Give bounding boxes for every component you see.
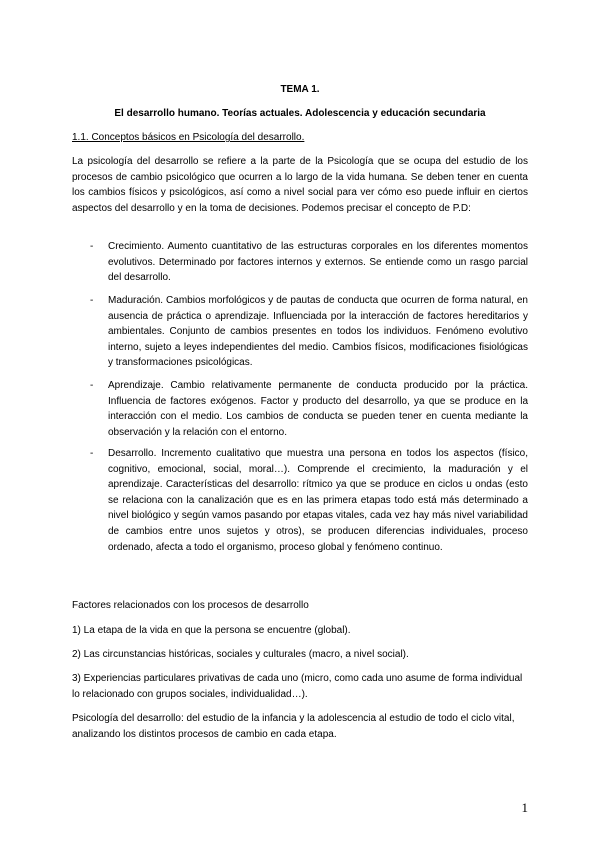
closing-paragraph: Psicología del desarrollo: del estudio de la infancia y la adolescencia al estudio de todo el ciclo vital, analizando los distintos procesos de cambio en cada etapa. xyxy=(72,713,515,740)
list-item-desarrollo xyxy=(90,446,528,555)
document-subtitle: El desarrollo humano. Teorías actuales. Adolescencia y educación secundaria xyxy=(114,108,486,119)
list-item-text: Crecimiento. Aumento cuantitativo de las estructuras corporales en los diferentes momentos evolutivos. Determinado por factores internos y externos. Se entiende como un rasgo parcial del desarrollo. xyxy=(108,241,528,284)
list-item-aprendizaje xyxy=(90,378,528,440)
intro-paragraph: La psicología del desarrollo se refiere a la parte de la Psicología que se ocupa del estudio de los procesos de cambio psicológico que ocurren a lo largo de la vida humana. Se deben tener en cuenta los cambios físicos y psicológicos, así como a nivel social para ver cómo eso puede influir en ciertos aspectos del desarrollo y en la toma de decisiones. Podemos precisar el concepto de P.D: xyxy=(72,156,528,214)
list-item-text: Aprendizaje. Cambio relativamente permanente de conducta producido por la práctica. Influencia de factores exógenos. Factor y producto del desarrollo, ya que se produce en la interacción con el medio. Los cambios de conducta se pueden tener en cuenta mediante la observación y la relación con el entorno. xyxy=(108,380,528,438)
document-title: TEMA 1. xyxy=(280,84,320,95)
factors-title: Factores relacionados con los procesos de desarrollo xyxy=(72,600,309,611)
list-item-text: Desarrollo. Incremento cualitativo que muestra una persona en todos los aspectos (físico, cognitivo, emocional, social, moral…). Comprende el crecimiento, la maduración y el aprendizaje. Características del desarrollo: rítmico ya que se produce en ciclos u ondas (esto se relaciona con la canalización que es en las primera etapas todo está más determinado a nivel biológico y según vamos pasando por etapas vitales, cada vez hay más nivel variabilidad de cambios entre unos sujetos y otros), se producen diferencias individuales, proceso ordenado, afecta a todo el organismo, proceso global y fenómeno continuo. xyxy=(108,448,528,553)
factor-item-3: 3) Experiencias particulares privativas de cada uno (micro, como cada uno asume de forma individual lo relacionado con grupos sociales, individualidad…). xyxy=(72,673,523,700)
section-heading: 1.1. Conceptos básicos en Psicología del desarrollo. xyxy=(72,132,305,143)
list-item-text: Maduración. Cambios morfológicos y de pautas de conducta que ocurren de forma natural, en ausencia de práctica o aprendizaje. Influenciada por la interacción de factores hereditarios y ambientales. Conjunto de cambios presentes en todos los individuos. Fenómeno evolutivo interno, sujeto a leyes independientes del medio. Cambios físicos, modificaciones fisiológicas y transformaciones psicológicas. xyxy=(108,295,528,369)
page-number: 1 xyxy=(521,800,528,815)
list-item-crecimiento xyxy=(90,239,528,286)
list-item-maduracion xyxy=(90,293,528,371)
list-dash: - xyxy=(90,295,94,306)
factor-item-1: 1) La etapa de la vida en que la persona se encuentre (global). xyxy=(72,625,351,636)
list-dash: - xyxy=(90,241,94,252)
list-dash: - xyxy=(90,448,94,459)
list-dash: - xyxy=(90,380,94,391)
factor-item-2: 2) Las circunstancias históricas, sociales y culturales (macro, a nivel social). xyxy=(72,649,409,660)
